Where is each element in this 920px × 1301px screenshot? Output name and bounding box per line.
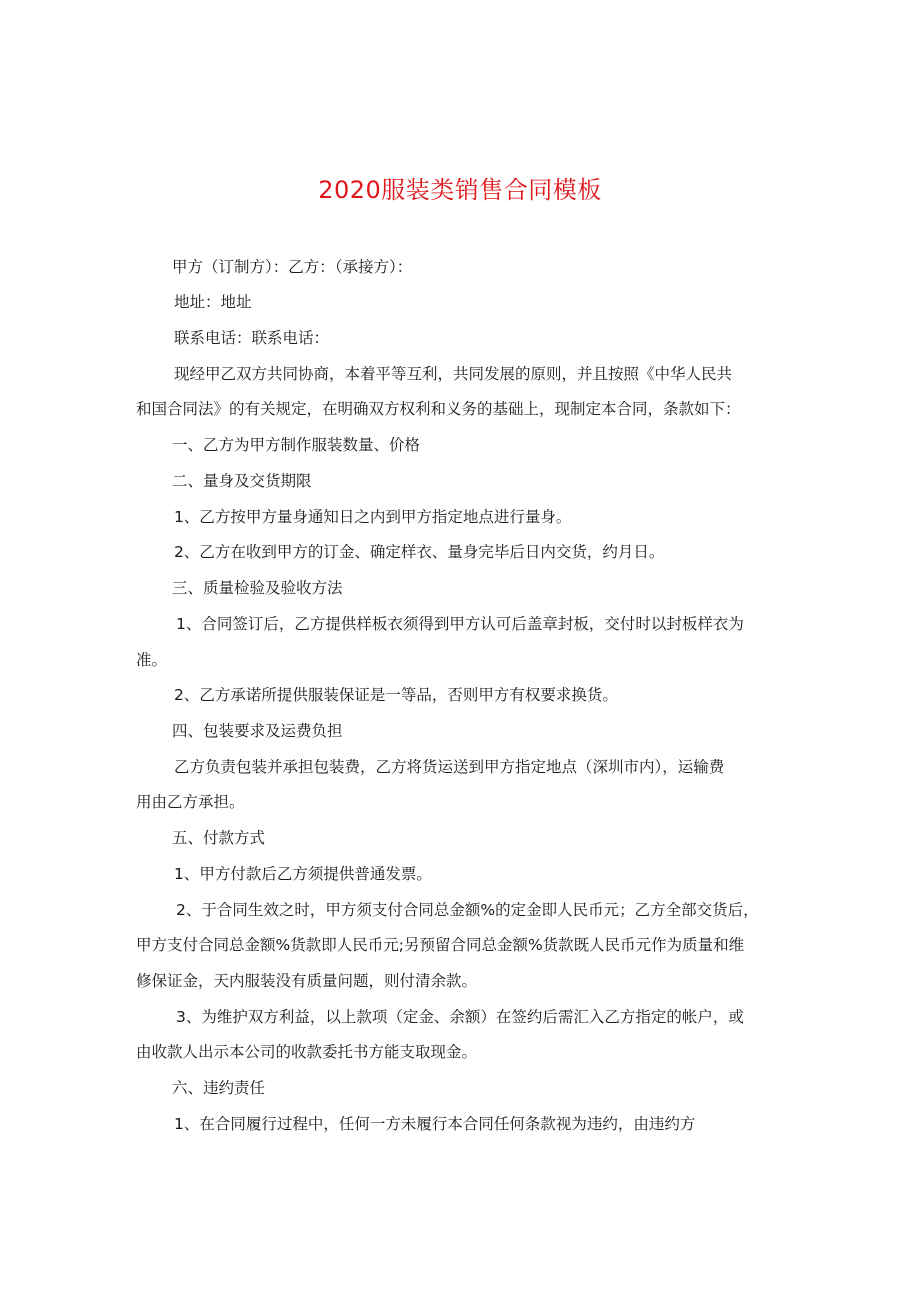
clause-2-1: 1、乙方按甲方量身通知日之内到甲方指定地点进行量身。 (174, 508, 572, 526)
clause-5-3-line-1: 3、为维护双方利益，以上款项（定金、余额）在签约后需汇入乙方指定的帐户，或 (176, 1008, 744, 1026)
clause-5-2-line-1: 2、于合同生效之时，甲方须支付合同总金额%的定金即人民币元；乙方全部交货后， (176, 901, 759, 919)
section-heading-1: 一、乙方为甲方制作服装数量、价格 (172, 436, 421, 454)
clause-5-3-line-2: 由收款人出示本公司的收款委托书方能支取现金。 (136, 1043, 478, 1061)
clause-5-2-line-3: 修保证金，天内服装没有质量问题，则付清余款。 (136, 972, 478, 990)
address-line: 地址：地址 (174, 293, 252, 311)
clause-4-line-1: 乙方负责包装并承担包装费，乙方将货运送到甲方指定地点（深圳市内），运输费 (174, 758, 725, 776)
preamble-line-2: 和国合同法》的有关规定，在明确双方权利和义务的基础上，现制定本合同，条款如下： (136, 400, 741, 418)
clause-5-2-line-2: 甲方支付合同总金额%货款即人民币元;另预留合同总金额%货款既人民币元作为质量和维 (136, 936, 745, 954)
clause-3-1-line-2: 准。 (136, 651, 168, 669)
section-heading-2: 二、量身及交货期限 (172, 472, 312, 490)
parties-line: 甲方（订制方）：乙方：（承接方）： (172, 258, 413, 276)
phone-line: 联系电话：联系电话： (174, 329, 330, 347)
clause-4-line-2: 用由乙方承担。 (136, 793, 245, 811)
section-heading-4: 四、包装要求及运费负担 (172, 722, 343, 740)
clause-2-2: 2、乙方在收到甲方的订金、确定样衣、量身完毕后日内交货，约月日。 (174, 543, 665, 561)
section-heading-5: 五、付款方式 (172, 829, 266, 847)
section-heading-6: 六、违约责任 (172, 1079, 266, 1097)
section-heading-3: 三、质量检验及验收方法 (172, 579, 343, 597)
clause-5-1: 1、甲方付款后乙方须提供普通发票。 (174, 865, 432, 883)
clause-3-2: 2、乙方承诺所提供服装保证是一等品，否则甲方有权要求换货。 (174, 686, 618, 704)
clause-6-1: 1、在合同履行过程中，任何一方未履行本合同任何条款视为违约，由违约方 (174, 1115, 696, 1133)
clause-3-1-line-1: 1、合同签订后，乙方提供样板衣须得到甲方认可后盖章封板，交付时以封板样衣为 (176, 615, 744, 633)
preamble-line-1: 现经甲乙双方共同协商，本着平等互利，共同发展的原则，并且按照《中华人民共 (174, 365, 733, 383)
document-title: 2020服装类销售合同模板 (318, 176, 602, 204)
